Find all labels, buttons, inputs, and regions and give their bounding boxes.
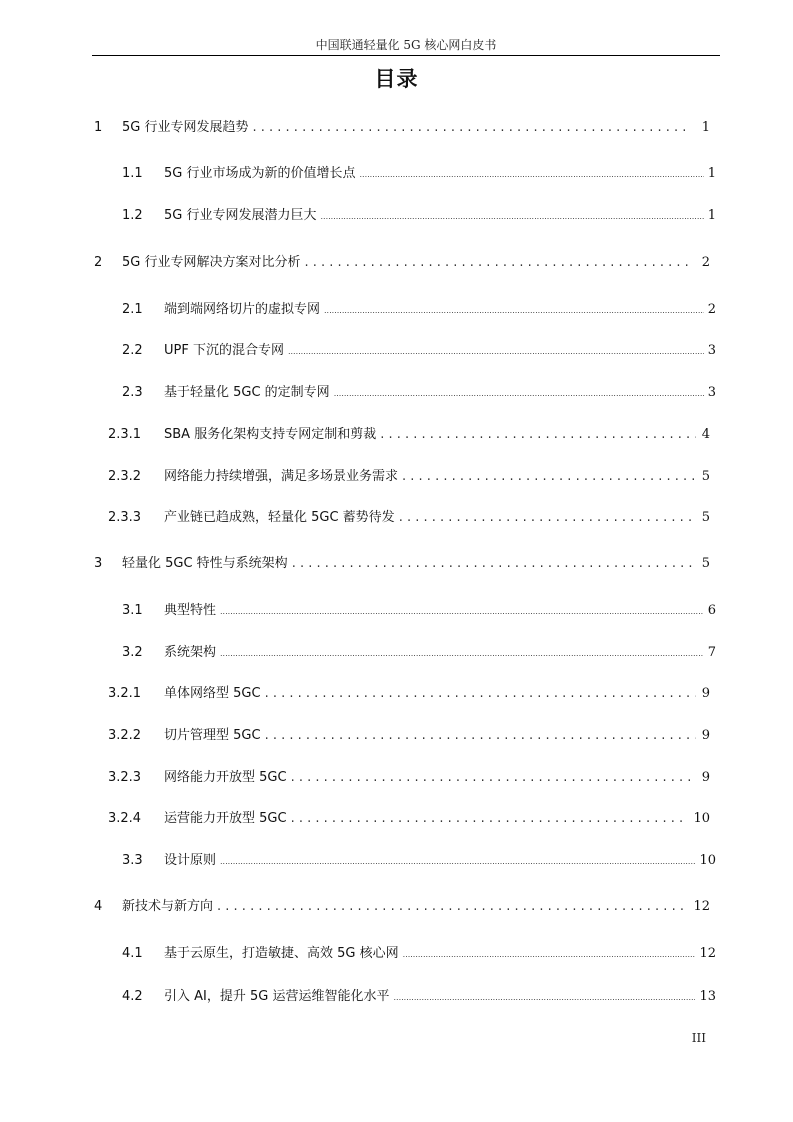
- toc-entry-number: 2: [94, 255, 103, 270]
- toc-entry-label: 端到端网络切片的虚拟专网: [164, 302, 321, 317]
- toc-entry-number: 3.2.4: [108, 811, 142, 826]
- toc-dot-leader: [403, 950, 696, 959]
- toc-dot-leader: [288, 347, 704, 356]
- toc-page-number: 1: [707, 166, 716, 181]
- toc-dot-leader: [324, 306, 704, 315]
- toc-entry-number: 1.2: [122, 208, 143, 223]
- toc-entry-label: 新技术与新方向: [122, 899, 214, 914]
- toc-entry-subsection[interactable]: [108, 465, 710, 483]
- toc-entry-subsection[interactable]: [108, 682, 710, 700]
- toc-page-number: 9: [701, 728, 710, 743]
- toc-page-number: 5: [701, 556, 710, 571]
- toc-entry-number: 4.2: [122, 989, 143, 1004]
- toc-page-number: 2: [707, 302, 716, 317]
- toc-entry-number: 2.3.2: [108, 469, 142, 484]
- toc-entry-label: 切片管理型 5GC: [164, 728, 261, 743]
- toc-entry-label: 典型特性: [164, 603, 217, 618]
- toc-entry-label: 运营能力开放型 5GC: [164, 811, 287, 826]
- toc-dot-leader: [320, 212, 703, 221]
- toc-page-number: 1: [707, 208, 716, 223]
- toc-entry-number: 3: [94, 556, 103, 571]
- toc-entry-number: 3.2: [122, 645, 143, 660]
- toc-entry-chapter[interactable]: [94, 552, 710, 570]
- toc-page-number: 4: [701, 427, 710, 442]
- toc-entry-number: 3.2.1: [108, 686, 142, 701]
- toc-entry-section[interactable]: [122, 339, 716, 357]
- toc-entry-chapter[interactable]: [94, 116, 710, 134]
- toc-page-number: 12: [699, 946, 716, 961]
- page-title: 目录: [374, 67, 419, 91]
- toc-page-number: 7: [707, 645, 716, 660]
- toc-entry-number: 1: [94, 120, 103, 135]
- toc-dot-leader: [359, 170, 703, 179]
- toc-entry-number: 2.2: [122, 343, 143, 358]
- toc-entry-number: 3.2.3: [108, 770, 142, 785]
- toc-page-number: 10: [699, 853, 716, 868]
- toc-entry-label: 5G 行业专网发展趋势: [122, 120, 249, 135]
- toc-entry-number: 1.1: [122, 166, 143, 181]
- toc-entry-section[interactable]: [122, 381, 716, 399]
- toc-page-number: 5: [701, 510, 710, 525]
- toc-page-number: 3: [707, 385, 716, 400]
- toc-dot-leader: [304, 255, 688, 270]
- toc-entry-number: 3.1: [122, 603, 143, 618]
- toc-entry-number: 2.3: [122, 385, 143, 400]
- toc-page-number: 1: [701, 120, 710, 135]
- toc-page-number: 6: [707, 603, 716, 618]
- toc-dot-leader: [380, 427, 696, 442]
- toc-entry-label: SBA 服务化架构支持专网定制和剪裁: [164, 427, 377, 442]
- page-number: III: [691, 1031, 706, 1045]
- toc-entry-label: 系统架构: [164, 645, 217, 660]
- toc-dot-leader: [265, 728, 696, 743]
- toc-dot-leader: [291, 811, 688, 826]
- toc-entry-section[interactable]: [122, 599, 716, 617]
- toc-dot-leader: [334, 389, 704, 398]
- toc-entry-label: 基于轻量化 5GC 的定制专网: [164, 385, 330, 400]
- toc-entry-section[interactable]: [122, 162, 716, 180]
- toc-entry-number: 2.1: [122, 302, 143, 317]
- toc-page-number: 3: [707, 343, 716, 358]
- toc-page-number: 13: [699, 989, 716, 1004]
- toc-page-number: 12: [693, 899, 710, 914]
- toc-dot-leader: [220, 607, 704, 616]
- toc-entry-number: 2.3.1: [108, 427, 142, 442]
- toc-entry-subsection[interactable]: [108, 724, 710, 742]
- toc-entry-number: 3.2.2: [108, 728, 142, 743]
- toc-entry-label: 单体网络型 5GC: [164, 686, 261, 701]
- toc-entry-label: 产业链已趋成熟，轻量化 5GC 蓄势待发: [164, 510, 395, 525]
- toc-entry-subsection[interactable]: [108, 506, 710, 524]
- toc-entry-label: 网络能力持续增强，满足多场景业务需求: [164, 469, 399, 484]
- toc-entry-label: 网络能力开放型 5GC: [164, 770, 287, 785]
- toc-entry-label: 引入 AI，提升 5G 运营运维智能化水平: [164, 989, 390, 1004]
- toc-entry-number: 4: [94, 899, 103, 914]
- toc-dot-leader: [252, 120, 688, 135]
- toc-entry-number: 2.3.3: [108, 510, 142, 525]
- toc-entry-subsection[interactable]: [108, 807, 710, 825]
- toc-entry-section[interactable]: [122, 849, 716, 867]
- toc-dot-leader: [220, 649, 704, 658]
- toc-entry-label: 基于云原生，打造敏捷、高效 5G 核心网: [164, 946, 399, 961]
- toc-dot-leader: [291, 770, 696, 785]
- toc-entry-label: UPF 下沉的混合专网: [164, 343, 284, 358]
- toc-entry-section[interactable]: [122, 204, 716, 222]
- toc-dot-leader: [393, 993, 695, 1002]
- toc-dot-leader: [217, 899, 688, 914]
- toc-entry-chapter[interactable]: [94, 251, 710, 269]
- toc-dot-leader: [292, 556, 696, 571]
- toc-entry-section[interactable]: [122, 641, 716, 659]
- toc-entry-subsection[interactable]: [108, 423, 710, 441]
- toc-page-number: 10: [693, 811, 710, 826]
- toc-entry-section[interactable]: [122, 985, 716, 1003]
- toc-entry-chapter[interactable]: [94, 895, 710, 913]
- toc-entry-label: 5G 行业专网解决方案对比分析: [122, 255, 301, 270]
- toc-dot-leader: [220, 857, 695, 866]
- toc-page-number: 9: [701, 686, 710, 701]
- running-header: 中国联通轻量化 5G 核心网白皮书: [315, 38, 497, 52]
- toc-entry-label: 轻量化 5GC 特性与系统架构: [122, 556, 288, 571]
- toc-entry-number: 4.1: [122, 946, 143, 961]
- toc-entry-section[interactable]: [122, 942, 716, 960]
- toc-page-number: 2: [701, 255, 710, 270]
- toc-dot-leader: [399, 510, 696, 525]
- toc-entry-label: 5G 行业市场成为新的价值增长点: [164, 166, 356, 181]
- toc-dot-leader: [402, 469, 696, 484]
- toc-entry-label: 5G 行业专网发展潜力巨大: [164, 208, 317, 223]
- toc-entry-number: 3.3: [122, 853, 143, 868]
- toc-entry-label: 设计原则: [164, 853, 217, 868]
- toc-entry-subsection[interactable]: [108, 766, 710, 784]
- toc-dot-leader: [265, 686, 696, 701]
- toc-page-number: 5: [701, 469, 710, 484]
- toc-page-number: 9: [701, 770, 710, 785]
- toc-entry-section[interactable]: [122, 298, 716, 316]
